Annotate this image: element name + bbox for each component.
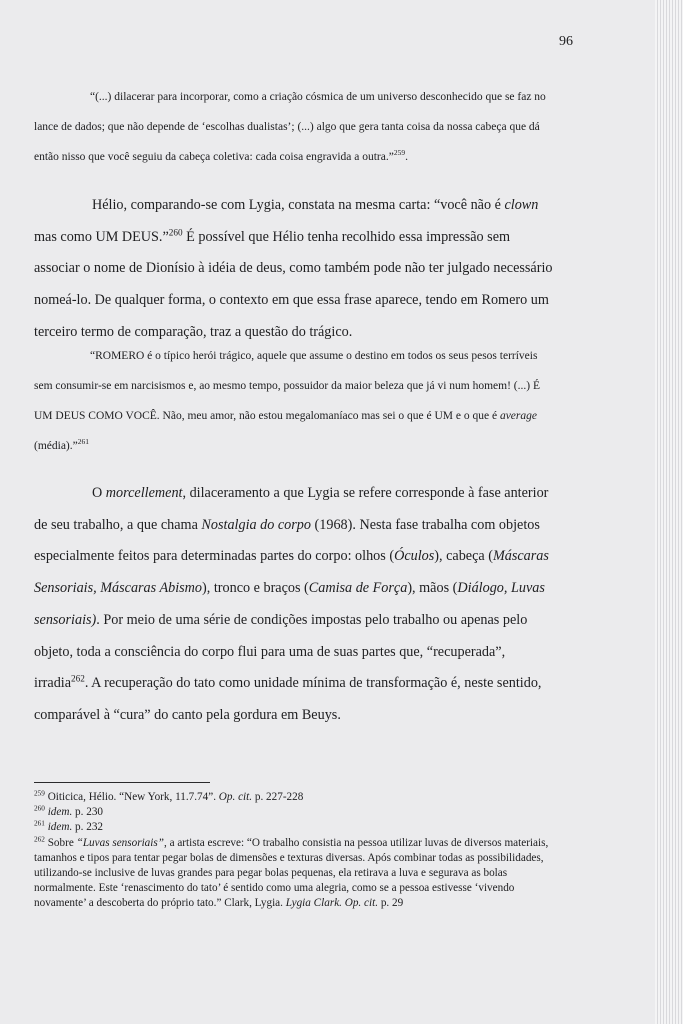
footnote-259: $^{259}$ Oiticica, Hélio. “New York, 11.7.74”. Op. cit. p. 227-228 [34,789,304,803]
footnote-261: $^{261}$ idem. p. 232 [34,819,104,834]
footnote-divider [34,782,210,783]
note-ref-262[interactable]: 262 [71,673,85,684]
note-ref-261[interactable]: 261 [77,437,89,447]
oculos-title: Óculos [394,548,435,565]
note-ref-260[interactable]: 260 [168,226,183,237]
morcellement-term: morcellement [105,485,183,501]
note-ref-259[interactable]: 259 [393,148,406,158]
nostalgia-title: Nostalgia do corpo [201,516,311,533]
footnote-262: $^{262}$ Sobre “Luvas sensoriais”, a artista escreve: “O trabalho consistia na pessoa utilizar luvas de diversos materiais, tamanhos e tipos para tentar pegar bolas de dimensões e texturas diversas. Após combinar todas as possibilidades, utilizando-se inclusive de luvas grandes para pegar bolas pequenas, ela retirava a luva e segurava as bolas normalmente. Este ‘renascimento do tato’ é sentido como uma alegria, como se a pessoa estivesse ‘vivendo novamente’ a descoberta do próprio tato.” Clark, Lygia. Lygia Clark. Op. cit. p. 29 [34,834,549,910]
camisa-title: Camisa de Força [308,580,408,597]
dialogo-title: Diálogo, Luvas sensoriais) [34,580,545,628]
average-term: average [499,410,537,422]
footnote-260: $^{260}$ idem. p. 230 [34,804,104,819]
quote-1-text: “(...) dilacerar para incorporar, como a criação cósmica de um universo desconhecido que se faz no lance de dados; que não depende de ‘escolhas dualistas’; (...) algo que gera tanta coisa da nossa cabeça que dá então nisso que você seguiu da cabeça coletiva: cada coisa engravida a outra.” [34,91,546,163]
page-number: 96 [559,34,573,49]
paragraph-1: Hélio, comparando-se com Lygia, constata na mesma carta: “você não é clown mas como UM DEUS.”$^{260}$ É possível que Hélio tenha recolhido essa impressão sem associar o nome de Dionísio à idéia de deus, como também pode não ter julgado necessário nomeá-lo. De qualquer forma, o contexto em que essa frase aparece, tendo em Romero um terceiro termo de comparação, traz a questão do trágico. [34,197,553,340]
page-edges [655,0,683,1024]
footnotes [34,790,554,912]
paragraph-2: O morcellement, dilaceramento a que Lygia se refere corresponde à fase anterior de seu trabalho, a que chama Nostalgia do corpo (1968). Nesta fase trabalha com objetos especialmente feitos para determinadas partes do corpo: olhos (Óculos), cabeça (Máscaras Sensoriais, Máscaras Abismo), tronco e braços (Camisa de Força), mãos (Diálogo, Luvas sensoriais). Por meio de uma série de condições impostas pelo trabalho ou apenas pelo objeto, toda a consciência do corpo flui para uma de suas partes que, “recuperada”, irradia$^{262}$. A recuperação do tato como unidade mínima de transformação é, neste sentido, comparável à “cura” do canto pela gordura em Beuys. [34,485,549,723]
block-quote-1: “(...) dilacerar para incorporar, como a criação cósmica de um universo desconhecido que se faz no lance de dados; que não depende de ‘escolhas dualistas’; (...) algo que gera tanta coisa da nossa cabeça que dá então nisso que você seguiu da cabeça coletiva: cada coisa engravida a outra.”$^{259}$. [34,91,546,163]
block-quote-2: “ROMERO é o típico herói trágico, aquele que assume o destino em todos os seus pesos terríveis sem consumir-se em narcisismos e, ao mesmo tempo, possuidor da maior beleza que já vi num homem! (...) É UM DEUS COMO VOCÊ. Não, meu amor, não estou megalomaníaco mas sei o que é UM e o que é average (média).”$^{261}$ [34,350,540,452]
mascaras-title: Máscaras Sensoriais, Máscaras Abismo [34,548,549,597]
clown-term: clown [504,197,539,213]
